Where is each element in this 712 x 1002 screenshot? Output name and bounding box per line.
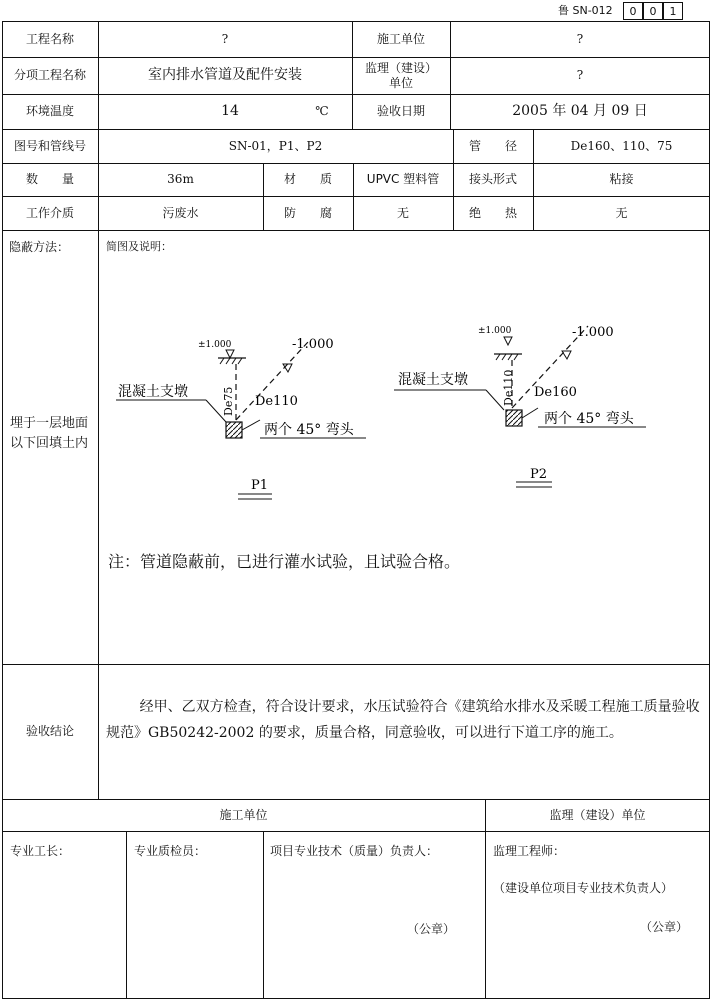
conclusion-label: 验收结论 xyxy=(25,724,74,739)
concealment-note: 注：管道隐蔽前，已进行灌水试验，且试验合格。 xyxy=(108,552,461,571)
env-temp-label: 环境温度 xyxy=(25,104,74,119)
sub-project-value: 室内排水管道及配件安装 xyxy=(148,67,302,84)
p1-elev-top: ±1.000 xyxy=(198,340,232,350)
pipe-sketch xyxy=(98,230,710,664)
concealment-method: 埋于一层地面以下回填土内 xyxy=(10,416,89,451)
form-code-digit: 0 xyxy=(623,2,643,20)
insulation-value: 无 xyxy=(615,205,628,220)
env-temp-value: 14 xyxy=(221,103,239,120)
concrete-support-block xyxy=(506,410,522,426)
project-name-value: ? xyxy=(221,31,229,46)
drawing-no-value: SN-01，P1、P2 xyxy=(228,138,323,153)
row-divider xyxy=(2,831,710,832)
construction-unit-value: ? xyxy=(576,31,584,46)
p2-diag-label: De160 xyxy=(534,385,577,400)
form-code-label: 鲁 SN-012 xyxy=(558,4,613,17)
row-divider xyxy=(2,664,710,665)
sig-seal-left: （公章） xyxy=(407,922,456,936)
pipe-diameter-value: De160、110、75 xyxy=(570,138,673,153)
sig-supervisor: 监理工程师： xyxy=(493,844,566,858)
drawing-no-label: 图号和管线号 xyxy=(13,138,86,153)
anticorrosion-value: 无 xyxy=(396,205,409,220)
elevation-marker-icon xyxy=(504,337,512,345)
form-code-digit: 0 xyxy=(643,2,663,20)
p1-support-label: 混凝土支墩 xyxy=(118,384,188,400)
sig-tech-lead: 项目专业技术（质量）负责人： xyxy=(270,844,439,858)
elevation-marker-icon xyxy=(226,350,234,358)
p1-elev-side: -1.000 xyxy=(292,337,334,352)
quantity-label: 数 量 xyxy=(25,172,74,187)
sig-qc: 专业质检员： xyxy=(134,844,207,858)
anticorrosion-label: 防 腐 xyxy=(283,205,332,220)
p1-vertical-label: De75 xyxy=(222,386,235,416)
sig-foreman: 专业工长： xyxy=(10,844,71,858)
p2-elev-side: -1.000 xyxy=(572,325,614,340)
concealment-label: 隐蔽方法： xyxy=(9,240,70,254)
joint-type-value: 粘接 xyxy=(609,172,634,187)
quantity-value: 36m xyxy=(167,172,194,187)
sig-construction-unit: 施工单位 xyxy=(219,807,268,822)
p2-support-label: 混凝土支墩 xyxy=(398,372,468,388)
p1-diag-label: De110 xyxy=(255,394,298,409)
p2-elbow-label: 两个 45° 弯头 xyxy=(544,411,634,427)
pipe-diameter-label: 管 径 xyxy=(468,138,517,153)
p2-elev-top: ±1.000 xyxy=(478,326,512,336)
insulation-label: 绝 热 xyxy=(468,205,517,220)
sig-supervision-unit: 监理（建设）单位 xyxy=(549,807,646,822)
env-temp-unit: ℃ xyxy=(315,104,329,119)
col-divider xyxy=(263,831,264,999)
medium-value: 污废水 xyxy=(162,205,199,220)
p1-name: P1 xyxy=(251,478,269,493)
sig-seal-right: （公章） xyxy=(640,920,689,934)
material-value: UPVC 塑料管 xyxy=(366,172,440,187)
supervision-unit-label: 监理（建设）单位 xyxy=(364,61,437,90)
conclusion-text: 经甲、乙双方检查，符合设计要求，水压试验符合《建筑给水排水及采暖工程施工质量验收规范》GB50242-2002 的要求，质量合格，同意验收，可以进行下道工序的施工。 xyxy=(106,699,700,741)
sig-owner-rep: （建设单位项目专业技术负责人） xyxy=(493,881,674,895)
acceptance-date-label: 验收日期 xyxy=(376,104,425,119)
p2-name: P2 xyxy=(530,467,548,482)
project-name-label: 工程名称 xyxy=(25,31,74,46)
sub-project-label: 分项工程名称 xyxy=(13,68,86,83)
supervision-unit-value: ? xyxy=(576,68,584,83)
p2-vertical-label: De110 xyxy=(502,369,515,406)
p1-elbow-label: 两个 45° 弯头 xyxy=(264,422,354,438)
concrete-support-block xyxy=(226,422,242,438)
sketch-label: 简图及说明： xyxy=(106,240,172,253)
sketch-p1 xyxy=(116,337,366,499)
form-code-digit: 1 xyxy=(663,2,683,20)
material-label: 材 质 xyxy=(283,172,332,187)
joint-type-label: 接头形式 xyxy=(468,172,517,187)
medium-label: 工作介质 xyxy=(25,205,74,220)
sketch-p2 xyxy=(394,325,646,487)
col-divider xyxy=(126,831,127,999)
acceptance-date-value: 2005 年 04 月 09 日 xyxy=(512,103,648,120)
construction-unit-label: 施工单位 xyxy=(376,31,425,46)
